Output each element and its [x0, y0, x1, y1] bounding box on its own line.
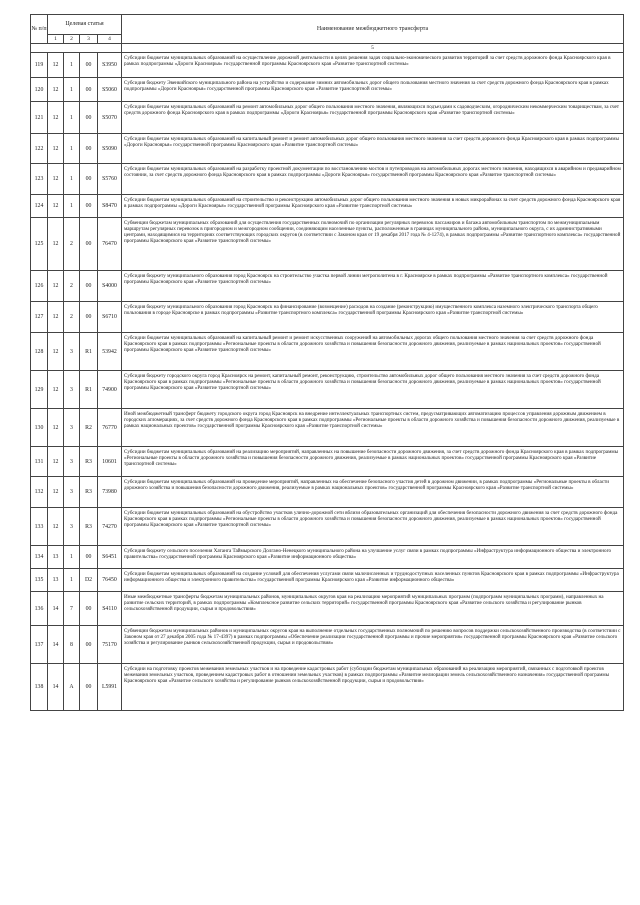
target-code-part-1: 12 — [48, 371, 64, 409]
target-code-part-4: S3950 — [98, 53, 122, 78]
target-code-part-4: S5090 — [98, 134, 122, 164]
table-row — [31, 164, 624, 195]
transfer-name-cell: Субсидия бюджету муниципального образования город Красноярск на строительство участка первой линии метрополитена в г. Красноярске в рамках подпрограммы «Развитие транспортного комплекса» государственной программы Красноярского края «Развитие транспортной системы» — [122, 271, 624, 302]
target-code-part-2: 1 — [64, 134, 80, 164]
target-code-part-2: 3 — [64, 508, 80, 546]
name-header: Наименование межбюджетного трансферта — [122, 15, 624, 44]
target-code-part-2: 1 — [64, 102, 80, 134]
target-code-part-3: 00 — [80, 271, 98, 302]
transfer-name-cell: Субсидии бюджетам муниципальных образований на осуществление дорожной деятельности в целях решения задач социально-экономического развития территорий за счет средств дорожного фонда Красноярского края в рамках подпрограммы «Дороги Красноярья» государственной программы Красноярского края «Развитие транспортной системы» — [122, 53, 624, 78]
col-number: 2 — [64, 35, 80, 44]
target-code-part-4: 10601 — [98, 447, 122, 477]
target-code-part-2: 2 — [64, 302, 80, 333]
target-code-part-2: 3 — [64, 333, 80, 371]
target-code-part-2: A — [64, 664, 80, 711]
table-row — [31, 53, 624, 78]
col-number: 5 — [122, 44, 624, 53]
target-code-part-1: 12 — [48, 302, 64, 333]
row-number-cell: 128 — [31, 333, 48, 371]
transfer-name-cell: Субсидии бюджетам муниципальных образований на капитальный ремонт и ремонт автомобильных дорог общего пользования местного значения за счет средств дорожного фонда Красноярского края в рамках подпрограммы «Дороги Красноярья» государственной программы Красноярского края «Развитие транспортной системы» — [122, 134, 624, 164]
table-row — [31, 477, 624, 508]
target-code-part-3: 00 — [80, 195, 98, 218]
target-code-part-3: 00 — [80, 592, 98, 626]
target-code-part-4: S5760 — [98, 164, 122, 195]
target-code-part-4: S4000 — [98, 271, 122, 302]
row-number-cell: 133 — [31, 508, 48, 546]
target-code-part-1: 12 — [48, 53, 64, 78]
target-code-part-2: 1 — [64, 78, 80, 102]
num-header: № п/п — [31, 15, 48, 44]
transfer-name-cell: Субсидии бюджетам муниципальных образований на создание условий для обеспечения услугами связи малочисленных и труднодоступных населенных пунктов Красноярского края в рамках подпрограммы «Инфраструктура информационного общества и электронного правительства» государственной программы Красноярского края «Развитие информационного общества» — [122, 569, 624, 592]
table-body — [31, 53, 624, 711]
target-code-part-2: 3 — [64, 371, 80, 409]
row-number-cell: 135 — [31, 569, 48, 592]
table-row — [31, 195, 624, 218]
row-number-cell: 127 — [31, 302, 48, 333]
target-code-part-3: 00 — [80, 626, 98, 664]
transfer-name-cell: Субсидии бюджетам муниципальных образований на ремонт автомобильных дорог общего пользования местного значения, являющихся подъездами к садоводческим, огородническим некоммерческим товариществам, за счет средств дорожного фонда Красноярского края в рамках подпрограммы «Дороги Красноярья» государственной программы Красноярского края «Развитие транспортной системы» — [122, 102, 624, 134]
target-code-part-1: 12 — [48, 195, 64, 218]
transfer-name-cell: Иные межбюджетные трансферты бюджетам муниципальных районов, муниципальных округов края на реализацию мероприятий муниципальных программ (подпрограмм муниципальных программ), направленных на развитие сельских территорий, в рамках подпрограммы «Комплексное развитие сельских территорий» государственной программы Красноярского края «Развитие сельского хозяйства и регулирование рынков сельскохозяйственной продукции, сырья и продовольствия» — [122, 592, 624, 626]
transfer-name-cell: Субсидии бюджетам муниципальных образований на разработку проектной документации по восстановлению мостов и путепроводов на автомобильных дорогах местного значения, находящихся в аварийном и предаварийном состоянии, за счет средств дорожного фонда Красноярского края в рамках подпрограммы «Дороги Красноярья» государственной программы Красноярского края «Развитие транспортной системы» — [122, 164, 624, 195]
row-number-cell: 131 — [31, 447, 48, 477]
transfer-name-cell: Субсидия бюджету городского округа город Красноярск на ремонт, капитальный ремонт, реконструкцию, строительство автомобильных дорог общего пользования местного значения за счет средств дорожного фонда Красноярского края в рамках подпрограммы «Региональные проекты в области дорожного хозяйства и повышения безопасности дорожного движения, реализуемые в рамках национальных проектов» государственной программы Красноярского края «Развитие транспортной системы» — [122, 371, 624, 409]
table-row — [31, 409, 624, 447]
target-code-part-3: 00 — [80, 164, 98, 195]
target-code-part-4: 75170 — [98, 626, 122, 664]
transfer-name-cell: Субсидия бюджету Эвенкийского муниципального района на устройство и содержание зимних автомобильных дорог общего пользования местного значения за счет средств дорожного фонда Красноярского края в рамках подпрограммы «Дороги Красноярья» государственной программы Красноярского края «Развитие транспортной системы» — [122, 78, 624, 102]
row-number-cell: 123 — [31, 164, 48, 195]
target-code-part-1: 12 — [48, 333, 64, 371]
transfer-name-cell: Субсидии бюджетам муниципальных образований на обустройство участков улично-дорожной сети вблизи образовательных организаций для обеспечения безопасности дорожного движения за счет средств дорожного фонда Красноярского края в рамках подпрограммы «Региональные проекты в области дорожного хозяйства и повышения безопасности дорожного движения, реализуемые в рамках национальных проектов» государственной программы Красноярского края «Развитие транспортной системы» — [122, 508, 624, 546]
table-row — [31, 302, 624, 333]
row-number-cell: 130 — [31, 409, 48, 447]
target-code-part-4: S8470 — [98, 195, 122, 218]
column-number-row — [31, 44, 624, 53]
table-row — [31, 134, 624, 164]
document-page — [30, 14, 623, 711]
target-code-part-4: 74900 — [98, 371, 122, 409]
row-number-cell: 121 — [31, 102, 48, 134]
target-code-part-4: S4110 — [98, 592, 122, 626]
target-article-header: Целевая статья — [48, 15, 122, 35]
transfer-name-cell: Субвенции бюджетам муниципальных образований для осуществления государственных полномочий по организации регулярных перевозок пассажиров и багажа автомобильным транспортом по межмуниципальным маршрутам регулярных перевозок в пригородном и межгородном сообщении, соединяющим населенные пункты, расположенные в границах муниципального района, муниципального округа, с их административными центрами, находящимися на территориях соответствующих городских округов (в соответствии с Законом края от 19 декабря 2017 года № 4-1274), в рамках подпрограммы «Развитие транспортного комплекса» государственной программы Красноярского края «Развитие транспортной системы» — [122, 218, 624, 271]
target-code-part-2: 7 — [64, 592, 80, 626]
target-code-part-1: 12 — [48, 164, 64, 195]
table-row — [31, 664, 624, 711]
row-number-cell: 122 — [31, 134, 48, 164]
target-code-part-2: 1 — [64, 195, 80, 218]
target-code-part-3: R2 — [80, 409, 98, 447]
target-code-part-4: 76450 — [98, 569, 122, 592]
table-row — [31, 333, 624, 371]
target-code-part-2: 1 — [64, 164, 80, 195]
transfer-name-cell: Субвенции бюджетам муниципальных районов и муниципальных округов края на выполнение отдельных государственных полномочий по решению вопросов поддержки сельскохозяйственного производства (в соответствии с Законом края от 27 декабря 2005 года № 17-4397) в рамках подпрограммы «Обеспечение реализации государственной программы и прочие мероприятия» государственной программы Красноярского края «Развитие сельского хозяйства и регулирование рынков сельскохозяйственной продукции, сырья и продовольствия» — [122, 626, 624, 664]
row-number-cell: 129 — [31, 371, 48, 409]
target-code-part-4: S6710 — [98, 302, 122, 333]
row-number-cell: 120 — [31, 78, 48, 102]
header-row — [31, 15, 624, 35]
target-code-part-1: 14 — [48, 592, 64, 626]
target-code-part-1: 14 — [48, 626, 64, 664]
table-row — [31, 78, 624, 102]
target-code-part-1: 14 — [48, 664, 64, 711]
target-code-part-1: 12 — [48, 218, 64, 271]
target-code-part-3: D2 — [80, 569, 98, 592]
transfer-name-cell: Субсидии бюджетам муниципальных образований на реализацию мероприятий, направленных на повышение безопасности дорожного движения, за счет средств дорожного фонда Красноярского края в рамках подпрограммы «Региональные проекты в области дорожного хозяйства и повышения безопасности дорожного движения, реализуемые в рамках национальных проектов» государственной программы Красноярского края «Развитие транспортной системы» — [122, 447, 624, 477]
row-number-cell: 136 — [31, 592, 48, 626]
target-code-part-4: L5991 — [98, 664, 122, 711]
row-number-cell: 137 — [31, 626, 48, 664]
table-row — [31, 447, 624, 477]
target-code-part-3: 00 — [80, 102, 98, 134]
table-row — [31, 271, 624, 302]
row-number-cell: 132 — [31, 477, 48, 508]
transfer-name-cell: Иной межбюджетный трансферт бюджету городского округа город Красноярск на внедрение интеллектуальных транспортных систем, предусматривающих автоматизацию процессов управления дорожным движением в городских агломерациях, за счет средств дорожного фонда Красноярского края в рамках подпрограммы «Региональные проекты в области дорожного хозяйства и повышения безопасности дорожного движения, реализуемые в рамках национальных проектов» государственной программы Красноярского края «Развитие транспортной системы» — [122, 409, 624, 447]
target-code-part-4: 73980 — [98, 477, 122, 508]
row-number-cell: 138 — [31, 664, 48, 711]
col-number: 1 — [48, 35, 64, 44]
table-row — [31, 218, 624, 271]
row-number-cell: 124 — [31, 195, 48, 218]
target-code-part-4: S6451 — [98, 546, 122, 569]
target-code-part-1: 12 — [48, 102, 64, 134]
target-code-part-3: R3 — [80, 447, 98, 477]
target-code-part-4: 76770 — [98, 409, 122, 447]
target-code-part-3: R1 — [80, 333, 98, 371]
transfer-name-cell: Субсидии бюджетам муниципальных образований на проведение мероприятий, направленных на обеспечение безопасного участия детей в дорожном движении, в рамках подпрограммы «Региональные проекты в области дорожного хозяйства и повышения безопасности дорожного движения, реализуемые в рамках национальных проектов» государственной программы Красноярского края «Развитие транспортной системы» — [122, 477, 624, 508]
target-code-part-2: 3 — [64, 409, 80, 447]
target-code-part-3: R3 — [80, 508, 98, 546]
transfer-name-cell: Субсидии на подготовку проектов межевания земельных участков и на проведение кадастровых работ (субсидии бюджетам муниципальных образований на реализацию мероприятий, связанных с подготовкой проектов межевания земельных участков, проведением кадастровых работ в отношении земельных участков) в рамках подпрограммы «Развитие мелиорации земель сельскохозяйственного назначения» государственной программы Красноярского края «Развитие сельского хозяйства и регулирование рынков сельскохозяйственной продукции, сырья и продовольствия» — [122, 664, 624, 711]
row-number-cell: 119 — [31, 53, 48, 78]
transfers-table — [30, 14, 624, 711]
target-code-part-3: 00 — [80, 78, 98, 102]
target-code-part-3: R1 — [80, 371, 98, 409]
target-code-part-3: 00 — [80, 302, 98, 333]
table-row — [31, 546, 624, 569]
target-code-part-1: 12 — [48, 78, 64, 102]
transfer-name-cell: Субсидия бюджету сельского поселения Хатанга Таймырского Долгано-Ненецкого муниципального района на улучшение услуг связи в рамках подпрограммы «Инфраструктура информационного общества и электронного правительства» государственной программы Красноярского края «Развитие информационного общества» — [122, 546, 624, 569]
target-code-part-1: 12 — [48, 508, 64, 546]
target-code-part-3: 00 — [80, 664, 98, 711]
target-code-part-1: 12 — [48, 409, 64, 447]
target-code-part-3: 00 — [80, 53, 98, 78]
target-code-part-2: 8 — [64, 626, 80, 664]
target-code-part-4: S5060 — [98, 78, 122, 102]
table-row — [31, 102, 624, 134]
table-row — [31, 371, 624, 409]
col-number: 3 — [80, 35, 98, 44]
target-code-part-3: 00 — [80, 134, 98, 164]
target-code-part-2: 3 — [64, 447, 80, 477]
table-row — [31, 508, 624, 546]
col-number-blank — [31, 44, 122, 53]
target-code-part-2: 2 — [64, 271, 80, 302]
target-code-part-3: R3 — [80, 477, 98, 508]
transfer-name-cell: Субсидия бюджету муниципального образования город Красноярск на финансирование (возмещение) расходов на создание (реконструкцию) имущественного комплекса наземного электрического транспорта общего пользования в городе Красноярске в рамках подпрограммы «Развитие транспортного комплекса» государственной программы Красноярского края «Развитие транспортной системы» — [122, 302, 624, 333]
transfer-name-cell: Субсидии бюджетам муниципальных образований на капитальный ремонт и ремонт искусственных сооружений на автомобильных дорогах общего пользования местного значения за счет средств дорожного фонда Красноярского края в рамках подпрограммы «Региональные проекты в области дорожного хозяйства и повышения безопасности дорожного движения, реализуемые в рамках национальных проектов» государственной программы Красноярского края «Развитие транспортной системы» — [122, 333, 624, 371]
target-code-part-2: 1 — [64, 546, 80, 569]
target-code-part-2: 1 — [64, 569, 80, 592]
target-code-part-4: 76470 — [98, 218, 122, 271]
row-number-cell: 126 — [31, 271, 48, 302]
transfer-name-cell: Субсидии бюджетам муниципальных образований на строительство и реконструкцию автомобильных дорог общего пользования местного значения в новых микрорайонах за счет средств дорожного фонда Красноярского края в рамках подпрограммы «Дороги Красноярья» государственной программы Красноярского края «Развитие транспортной системы» — [122, 195, 624, 218]
col-number: 4 — [98, 35, 122, 44]
target-code-part-1: 13 — [48, 546, 64, 569]
row-number-cell: 125 — [31, 218, 48, 271]
target-code-part-2: 2 — [64, 218, 80, 271]
table-row — [31, 626, 624, 664]
target-code-part-4: S5070 — [98, 102, 122, 134]
row-number-cell: 134 — [31, 546, 48, 569]
target-code-part-3: 00 — [80, 546, 98, 569]
target-code-part-1: 12 — [48, 477, 64, 508]
target-code-part-1: 12 — [48, 271, 64, 302]
target-code-part-3: 00 — [80, 218, 98, 271]
target-code-part-1: 13 — [48, 569, 64, 592]
table-row — [31, 569, 624, 592]
target-code-part-4: 53942 — [98, 333, 122, 371]
target-code-part-2: 1 — [64, 53, 80, 78]
target-code-part-1: 12 — [48, 134, 64, 164]
target-code-part-4: 74270 — [98, 508, 122, 546]
table-row — [31, 592, 624, 626]
target-code-part-1: 12 — [48, 447, 64, 477]
target-code-part-2: 3 — [64, 477, 80, 508]
